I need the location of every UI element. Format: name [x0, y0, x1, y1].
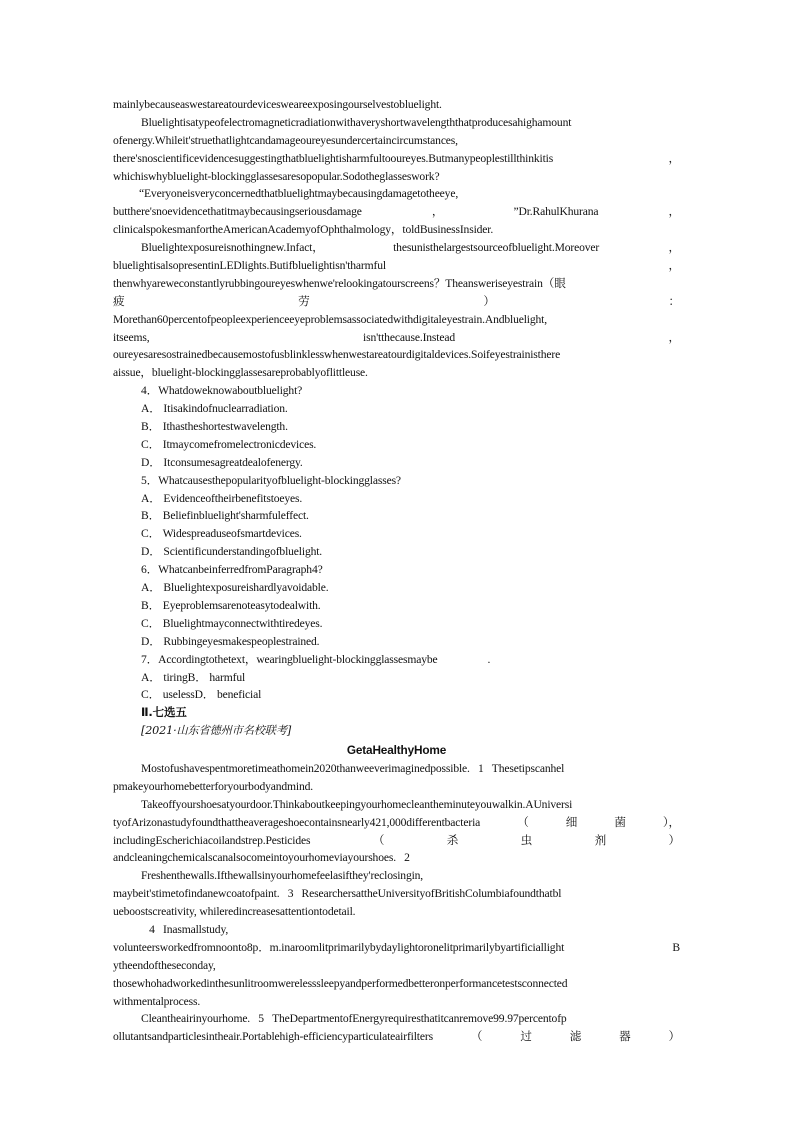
passage-line: pmakeyourhomebetterforyourbodyandmind. [113, 779, 314, 793]
option: B． Beliefinbluelight'sharmfuleffect. [141, 509, 309, 523]
passage-line: Takeoffyourshoesatyourdoor.Thinkaboutkeepingyourhomecleantheminuteyouwalkin.AUniversi [141, 797, 573, 811]
document-page [113, 96, 680, 1046]
passage-line: ueboostscreativity, whileredincreasesattentiontodetail. [113, 905, 356, 919]
passage-line: oureyesaresostrainedbecausemostofusblinklesswhenwestareatourdigitaldevices.Soifeyestrainisthere [113, 348, 561, 362]
passage-line: thenwhyareweconstantlyrubbingoureyeswhenwe'relookingatourscreens？Theansweriseyestrain（眼 [113, 276, 566, 290]
passage-line: ytheendoftheseconday, [113, 958, 216, 972]
passage-title: GetaHealthyHome [346, 743, 447, 758]
question-5: 5．Whatcausesthepopularityofbluelight-blockingglasses? [141, 473, 401, 487]
passage-line: Freshenthewalls.Ifthewallsinyourhomefeelasifthey'reclosingin, [141, 869, 424, 883]
passage-line: whichiswhybluelight-blockingglassesaresopopular.Sodotheglasseswork? [113, 169, 440, 183]
blank-4: 4 [141, 921, 163, 939]
option: B． Eyeproblemsarenoteasytodealwith. [141, 598, 321, 612]
option: D． Scientificunderstandingofbluelight. [141, 545, 323, 559]
passage-line: Bluelightexposureisnothingnew.Infact， thesunisthelargestsourceofbluelight.Moreover ， [141, 241, 680, 255]
blank-5: 5 [250, 1010, 272, 1028]
passage-line: 4 Inasmallstudy, [113, 921, 680, 939]
source-note: [2021·山东省德州市名校联考] [141, 724, 292, 738]
section-heading: Ⅱ.七选五 [141, 705, 187, 720]
passage-line: Morethan60percentofpeopleexperienceeyeproblemsassociatedwithdigitaleyestrain.Andbluelight, [113, 312, 547, 326]
passage-line: maybeit'stimetofindanewcoatofpaint. 3 ResearchersattheUniversityofBritishColumbiafoundthatbl [113, 885, 680, 903]
option: C． Itmaycomefromelectronicdevices. [141, 437, 317, 451]
option: C． uselessD． beneficial [141, 688, 262, 702]
passage-line: 疲 劳 ） ： [113, 294, 680, 308]
answer-blank [438, 651, 488, 669]
passage-line: clinicalspokesmanfortheAmericanAcademyofOphthalmology，toldBusinessInsider. [113, 223, 494, 237]
passage-line: Mostofushavespentmoretimeathomein2020thanweeverimaginedpossible. 1 Thesetipscanhel [113, 760, 680, 778]
passage-line: itseems, isn'tthecause.Instead ， [113, 330, 680, 344]
passage-line: andcleaningchemicalscanalsocomeintoyourhomeviayourshoes. 2 [113, 849, 680, 867]
blank-1: 1 [470, 760, 492, 778]
passage-line: aissue，bluelight-blockingglassesareprobablyoflittleuse. [113, 366, 368, 380]
passage-line: Cleantheairinyourhome. 5 TheDepartmentofEnergyrequiresthatitcanremove99.97percentofp [113, 1010, 680, 1028]
question-6: 6．WhatcanbeinferredfromParagraph4? [141, 563, 323, 577]
passage-line: ofenergy.Whileit'struethatlightcandamageoureyesundercertaincircumstances, [113, 133, 458, 147]
question-4: 4．Whatdoweknowaboutbluelight? [141, 384, 303, 398]
passage-line: there'snoscientificevidencesuggestingthatbluelightisharmfultooureyes.Butmanypeoplestillthinkitis ， [113, 151, 680, 165]
passage-line: ollutantsandparticlesintheair.Portablehigh-efficiencyparticulateairfilters （ 过 滤 器 ） [113, 1030, 680, 1044]
blank-2: 2 [396, 849, 418, 867]
passage-line: “Everyoneisveryconcernedthatbluelightmaybecausingdamagetotheeye, [139, 187, 459, 201]
option: A． Bluelightexposureishardlyavoidable. [141, 581, 329, 595]
question-7: 7．Accordingtothetext，wearingbluelight-blockingglassesmaybe . [113, 651, 680, 669]
passage-line: thosewhohadworkedinthesunlitroomwerelesssleepyandperformedbetteronperformancetestsconnected [113, 976, 568, 990]
blank-3: 3 [280, 885, 302, 903]
option: A． tiringB． harmful [141, 670, 246, 684]
option: D． Rubbingeyesmakespeoplestrained. [141, 634, 320, 648]
passage-line: butthere'snoevidencethatitmaybecausingseriousdamage ， ”Dr.RahulKhurana ， [113, 205, 680, 219]
option: A． Evidenceoftheirbenefitstoeyes. [141, 491, 303, 505]
passage-line: mainlybecauseaswestareatourdevicesweareexposingourselvestobluelight. [113, 98, 442, 111]
passage-line: bluelightisalsopresentinLEDlights.Butifbluelightisn'tharmful ， [113, 259, 680, 273]
passage-line: Bluelightisatypeofelectromagneticradiationwithaveryshortwavelengththatproducesahighamount [141, 115, 572, 129]
passage-line: volunteersworkedfromnoonto8p．m.inaroomlitprimarilybydaylightoronelitprimarilybyartificiallight B [113, 940, 680, 954]
option: C． Bluelightmayconnectwithtiredeyes. [141, 616, 323, 630]
option: A． Itisakindofnuclearradiation. [141, 402, 288, 416]
option: B． Ithastheshortestwavelength. [141, 420, 288, 434]
passage-line: includingEscherichiacoilandstrep.Pesticides （ 杀 虫 剂 ） [113, 833, 680, 847]
passage-line: tyofArizonastudyfoundthattheaverageshoecontainsnearly421,000differentbacteria （ 细 菌 ）， [113, 815, 680, 829]
option: D． Itconsumesagreatdealofenergy. [141, 455, 303, 469]
passage-line: withmentalprocess. [113, 994, 201, 1008]
option: C． Widespreaduseofsmartdevices. [141, 527, 302, 541]
